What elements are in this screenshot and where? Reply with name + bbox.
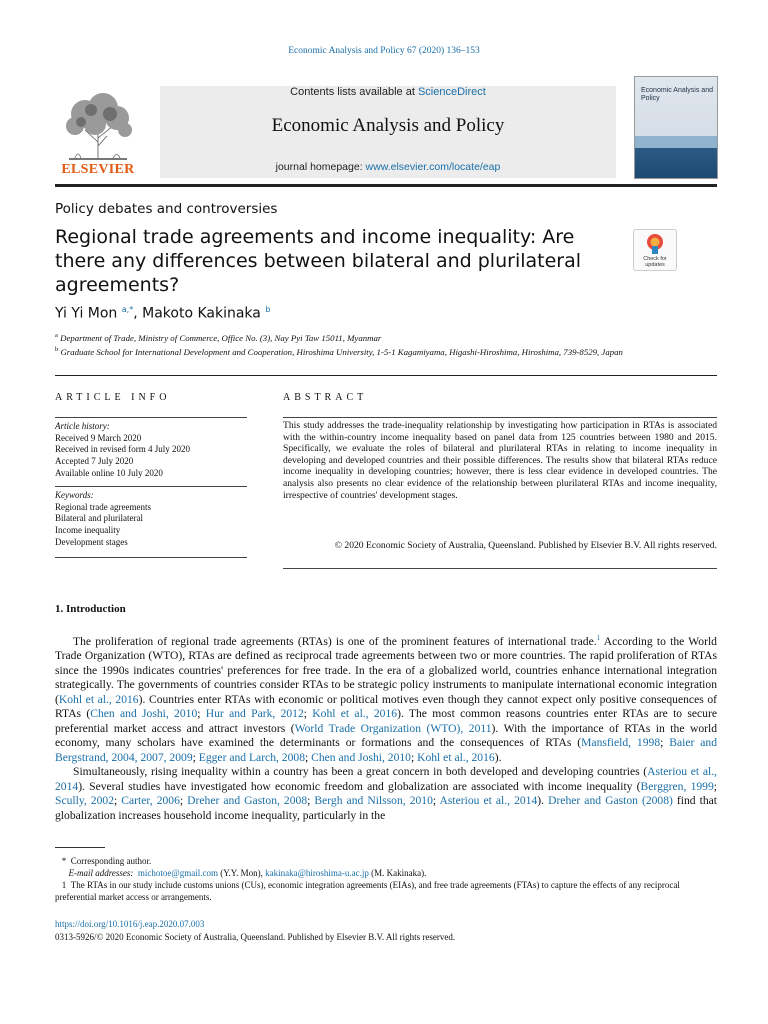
citation-link[interactable]: Kohl et al., 2016 bbox=[312, 707, 398, 721]
affiliation-text: Graduate School for International Development and Cooperation, Hiroshima University, 1-5-1 Kagamiyama, Higashi-Hiroshima, Hiroshima, 739-8529, Japan bbox=[60, 347, 623, 358]
check-for-updates-button[interactable] bbox=[633, 229, 677, 271]
citation-link[interactable]: Kohl et al., 2016 bbox=[58, 692, 139, 706]
citation-link[interactable]: Bergh and Nilsson, 2010 bbox=[314, 794, 433, 808]
homepage-line bbox=[160, 161, 616, 173]
keywords-label: Keywords: bbox=[55, 490, 94, 500]
author-affil-mark[interactable]: a,* bbox=[121, 305, 134, 314]
affiliation bbox=[55, 330, 715, 344]
abstract-end-rule bbox=[283, 568, 717, 569]
text-run: find that globalization increases household income inequality, particularly in the bbox=[55, 794, 718, 822]
cover-band bbox=[635, 136, 717, 148]
text-run: The proliferation of regional trade agreements (RTAs) is one of the prominent features of international trade. bbox=[73, 634, 597, 648]
article-info-heading: ARTICLE INFO bbox=[55, 392, 171, 403]
citation-link[interactable]: Hur and Park, 2012 bbox=[205, 707, 304, 721]
journal-title[interactable]: Economic Analysis and Policy bbox=[271, 115, 505, 136]
history-label: Article history: bbox=[55, 421, 110, 431]
header-divider bbox=[55, 184, 717, 187]
footnote-emails bbox=[55, 867, 717, 879]
abstract-text: This study addresses the trade-inequality relationship by investigating how participation in RTAs is associated with the within-country income inequality based on panel data from 125 countries between 1980 and 2015. Specifically, we evaluate the roles of bilateral and plurilateral RTAs in relating to income inequality in developing and developed countries and their possible differences. The results show that bilateral RTAs reduce income inequality in developing countries; however, there is less clear evidence in developed countries. The analysis also presents no clear evidence of the relationship between plurilateral RTAs and income inequality, irrespective of countries' development stages. bbox=[283, 420, 717, 501]
section-label: Policy debates and controversies bbox=[55, 201, 278, 217]
section-heading-introduction: 1. Introduction bbox=[55, 603, 126, 615]
text-run: ; bbox=[305, 750, 312, 764]
check-updates-line2: updates bbox=[645, 262, 665, 268]
text-run: ; bbox=[179, 794, 188, 808]
text-run: ; bbox=[660, 736, 670, 750]
keywords-rule bbox=[55, 486, 247, 487]
cover-title: Economic Analysis and Policy bbox=[641, 87, 713, 102]
citation-link[interactable]: Asteriou et al., 2014 bbox=[439, 794, 538, 808]
journal-citation[interactable]: Economic Analysis and Policy 67 (2020) 136–153 bbox=[288, 46, 480, 56]
journal-cover[interactable] bbox=[634, 76, 718, 179]
footnote-mark: 1 bbox=[61, 880, 67, 890]
text-run: ). The most common reasons countries enter RTAs are to secure preferential market access and attract investors ( bbox=[55, 707, 717, 735]
affiliation bbox=[55, 344, 715, 358]
abstract-copyright: © 2020 Economic Society of Australia, Queensland. Published by Elsevier B.V. All rights reserved. bbox=[334, 540, 717, 551]
email-owner: (M. Kakinaka). bbox=[368, 868, 427, 878]
issn-copyright-line: 0313-5926/© 2020 Economic Society of Australia, Queensland. Published by Elsevier B.V. All rights reserved. bbox=[55, 932, 456, 942]
citation-link[interactable]: Kohl et al., 2016 bbox=[417, 750, 495, 764]
history-item: Received 9 March 2020 bbox=[55, 432, 142, 443]
keyword: Regional trade agreements bbox=[55, 501, 151, 512]
author-affil-mark[interactable]: b bbox=[265, 305, 271, 314]
homepage-prefix: journal homepage: bbox=[275, 161, 366, 173]
text-run: Simultaneously, rising inequality within a country has been a great concern in both developed and developing countries ( bbox=[73, 765, 648, 779]
contents-prefix: Contents lists available at bbox=[290, 86, 418, 98]
footnote-ref[interactable]: 1 bbox=[596, 634, 601, 642]
text-run: ). Countries enter RTAs with economic or political motives even though they cannot expect only positive consequences of RTAs ( bbox=[55, 692, 717, 721]
abstract-rule bbox=[283, 417, 717, 418]
citation-link[interactable]: Chen and Joshi, 2010 bbox=[311, 750, 411, 764]
sciencedirect-link[interactable]: ScienceDirect bbox=[417, 86, 486, 98]
email-label: E-mail addresses: bbox=[68, 868, 134, 878]
introduction-body bbox=[55, 631, 717, 823]
text-run: ; bbox=[114, 794, 122, 808]
article-info-end-rule bbox=[55, 557, 247, 558]
text-run: ; bbox=[303, 707, 313, 721]
keyword: Bilateral and plurilateral bbox=[55, 513, 143, 524]
email-link[interactable]: michotoe@gmail.com bbox=[137, 868, 218, 878]
elsevier-wordmark: ELSEVIER bbox=[61, 162, 135, 177]
affiliation-text: Department of Trade, Ministry of Commerce, Office No. (3), Nay Pyi Taw 15011, Myanmar bbox=[60, 332, 382, 343]
footnote-mark: * bbox=[61, 856, 67, 866]
check-updates-icon bbox=[645, 233, 665, 255]
citation-link[interactable]: Egger and Larch, 2008 bbox=[198, 750, 305, 764]
author-name[interactable]: Makoto Kakinaka bbox=[142, 305, 261, 322]
footnote-text: Corresponding author. bbox=[70, 856, 152, 866]
text-run: ; bbox=[197, 707, 206, 721]
check-updates-line1: Check for bbox=[643, 256, 667, 262]
paragraph bbox=[55, 631, 717, 765]
citation-link[interactable]: Scully, 2002 bbox=[55, 794, 114, 808]
footnote-text: The RTAs in our study include customs unions (CUs), economic integration agreements (EIAs), and free trade agreements (FTAs) to capture the effects of any reciprocal preferential market access or arrangements. bbox=[55, 880, 680, 902]
affiliation-mark: a bbox=[55, 332, 58, 339]
citation-link[interactable]: Baier and Bergstrand, 2004, 2007, 2009 bbox=[55, 736, 717, 764]
text-run: ; bbox=[192, 750, 199, 764]
citation-link[interactable]: Berggren, 1999 bbox=[640, 779, 714, 793]
citation-link[interactable]: Mansfield, 1998 bbox=[581, 736, 661, 750]
citation-link[interactable]: World Trade Organization (WTO), 2011 bbox=[294, 721, 492, 735]
journal-homepage-link[interactable]: www.elsevier.com/locate/eap bbox=[365, 161, 501, 173]
article-title: Regional trade agreements and income inequality: Are there any differences between bilateral and plurilateral agreements? bbox=[55, 226, 582, 296]
citation-link[interactable]: Chen and Joshi, 2010 bbox=[90, 707, 198, 721]
article-info-rule bbox=[55, 417, 247, 418]
journal-masthead bbox=[160, 86, 616, 178]
affiliation-mark: b bbox=[55, 346, 59, 354]
history-item: Available online 10 July 2020 bbox=[55, 467, 163, 478]
author-name[interactable]: Yi Yi Mon bbox=[55, 305, 118, 322]
citation-link[interactable]: Dreher and Gaston, 2008 bbox=[187, 794, 308, 808]
text-run: ; bbox=[307, 794, 315, 808]
text-run: ; bbox=[713, 779, 717, 793]
keyword: Development stages bbox=[55, 536, 128, 547]
contents-line bbox=[160, 86, 616, 98]
author-list bbox=[55, 305, 270, 322]
author-separator: , bbox=[133, 305, 143, 322]
text-run: ). Several studies have investigated how economic freedom and globalization are associated with income inequality ( bbox=[78, 779, 641, 793]
doi-link[interactable]: https://doi.org/10.1016/j.eap.2020.07.003 bbox=[55, 919, 205, 929]
text-run: According to the World Trade Organization (WTO), RTAs are defined as reciprocal trade agreements between two or more countries. The rapid proliferation of RTAs since the 1990s indicates countries' preferences for free trade. In the era of a globalized world, countries enhance international integration strategically. The governments of countries consider RTAs to be strategic policy instruments to manipulate international economic integration ( bbox=[55, 634, 717, 706]
keywords bbox=[55, 490, 151, 549]
footnote-1 bbox=[55, 879, 717, 903]
history-item: Accepted 7 July 2020 bbox=[55, 456, 134, 467]
email-owner: (Y.Y. Mon), bbox=[217, 868, 266, 878]
info-divider bbox=[55, 375, 717, 376]
email-link[interactable]: kakinaka@hiroshima-u.ac.jp bbox=[265, 868, 369, 878]
affiliations bbox=[55, 330, 715, 358]
keyword: Income inequality bbox=[55, 525, 121, 536]
citation-link[interactable]: Asteriou et al., 2014 bbox=[55, 765, 717, 793]
abstract-heading: ABSTRACT bbox=[283, 392, 368, 403]
text-run: ; bbox=[410, 750, 418, 764]
text-run: ). bbox=[494, 750, 502, 764]
paragraph bbox=[55, 765, 717, 823]
text-run: ; bbox=[432, 794, 440, 808]
footnote-divider bbox=[55, 847, 105, 848]
article-history bbox=[55, 421, 190, 480]
text-run: ). With the importance of RTAs in the world economy, many scholars have examined the determinants or formations and the consequences of RTAs ( bbox=[55, 721, 718, 750]
history-item: Received in revised form 4 July 2020 bbox=[55, 444, 190, 455]
footnote-corresponding bbox=[55, 855, 717, 867]
check-updates-text bbox=[634, 256, 676, 268]
citation-link[interactable]: Dreher and Gaston (2008) bbox=[548, 794, 673, 808]
citation-link[interactable]: Carter, 2006 bbox=[121, 794, 180, 808]
text-run: ). bbox=[537, 794, 549, 808]
footnotes bbox=[55, 855, 717, 903]
